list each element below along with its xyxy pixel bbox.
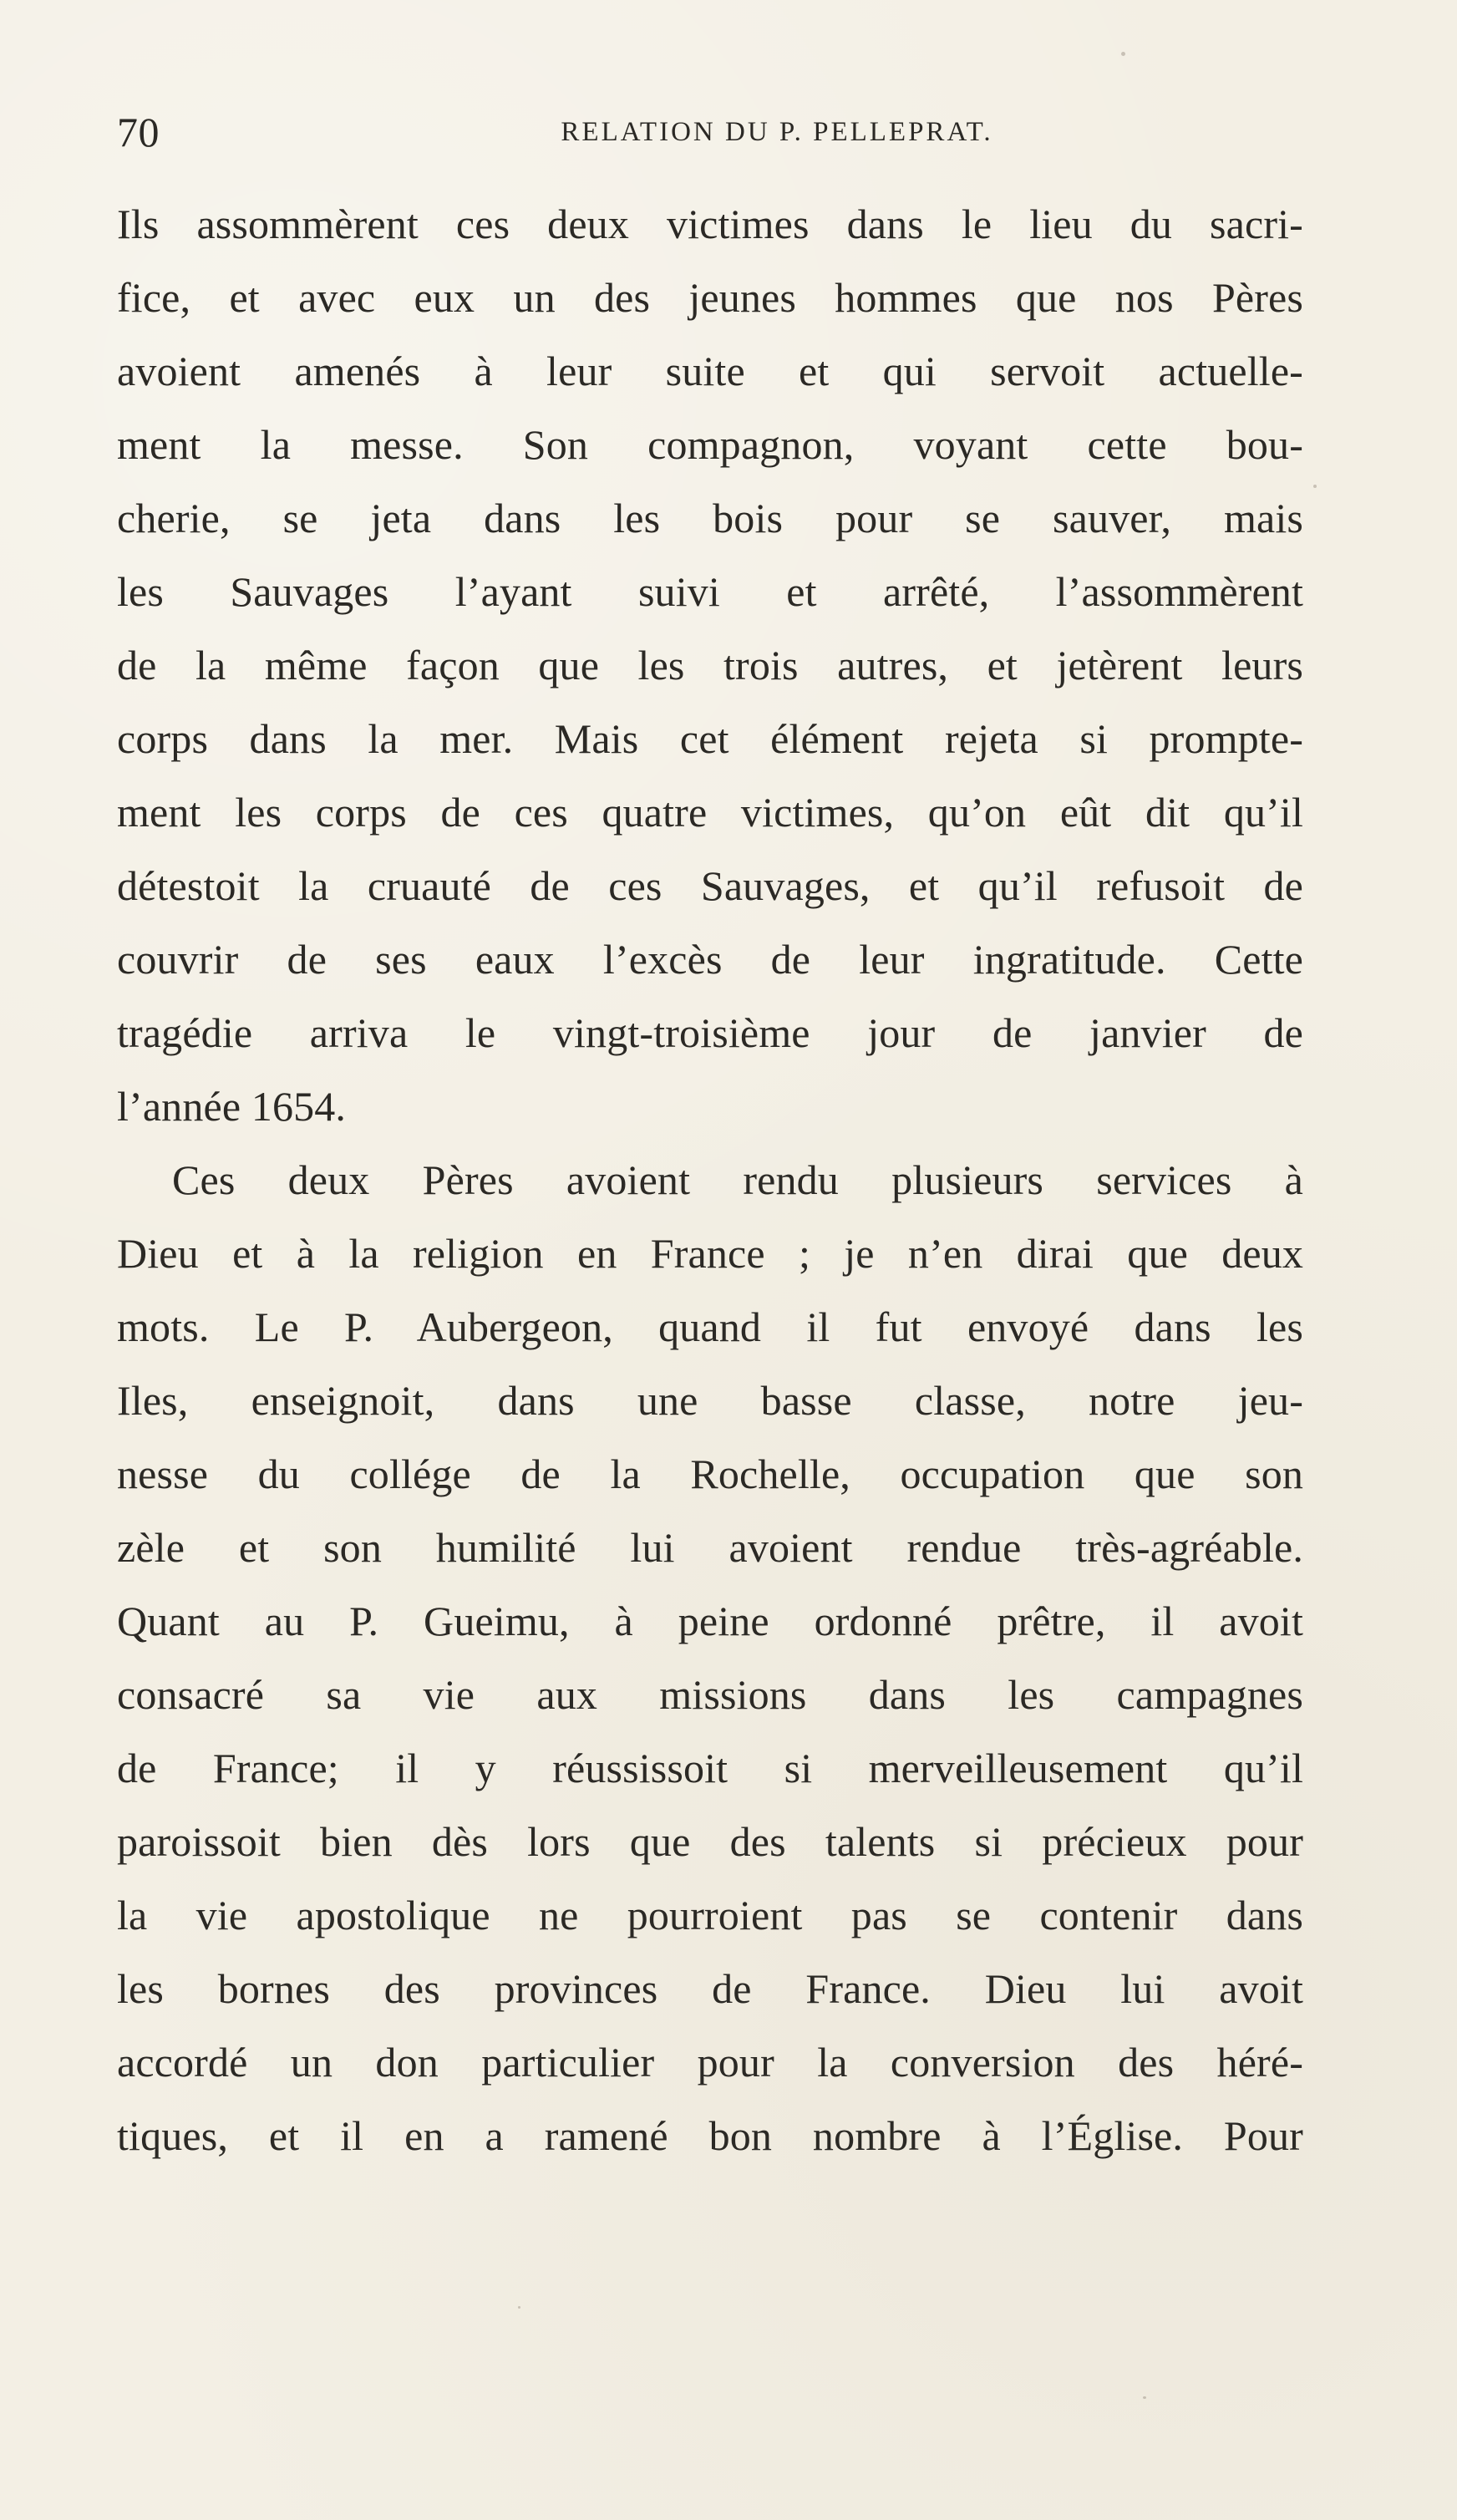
text-line: tragédie arriva le vingt-troisième jour de janvier de	[117, 1009, 1303, 1056]
text-line: consacré sa vie aux missions dans les campagnes	[117, 1671, 1303, 1718]
text-line: paroissoit bien dès lors que des talents si précieux pour	[117, 1818, 1303, 1865]
text-line: fice, et avec eux un des jeunes hommes que nos Pères	[117, 274, 1303, 321]
text-line: les Sauvages l’ayant suivi et arrêté, l’assommèrent	[117, 568, 1303, 615]
paper-speck	[1121, 52, 1125, 56]
page-header	[117, 109, 1303, 155]
text-line: l’année 1654.	[117, 1083, 347, 1130]
paper-speck	[518, 2306, 520, 2309]
text-line: cherie, se jeta dans les bois pour se sauver, mais	[117, 495, 1303, 541]
text-line: corps dans la mer. Mais cet élément rejeta si prompte-	[117, 715, 1303, 762]
text-line: zèle et son humilité lui avoient rendue très-agréable.	[117, 1524, 1303, 1571]
paragraph	[117, 1143, 1303, 2172]
text-line: mots. Le P. Aubergeon, quand il fut envoyé dans les	[117, 1303, 1303, 1350]
text-line: Ces deux Pères avoient rendu plusieurs services à	[172, 1156, 1303, 1203]
paragraph	[117, 187, 1303, 1143]
text-line: avoient amenés à leur suite et qui servoit actuelle-	[117, 348, 1303, 394]
text-line: Dieu et à la religion en France ; je n’en dirai que deux	[117, 1230, 1303, 1277]
text-line: Quant au P. Gueimu, à peine ordonné prêtre, il avoit	[117, 1598, 1303, 1644]
text-line: ment les corps de ces quatre victimes, qu’on eût dit qu’il	[117, 789, 1303, 836]
text-line: nesse du collége de la Rochelle, occupation que son	[117, 1451, 1303, 1497]
text-line: accordé un don particulier pour la conversion des héré-	[117, 2039, 1303, 2086]
text-line: les bornes des provinces de France. Dieu lui avoit	[117, 1965, 1303, 2012]
text-line: tiques, et il en a ramené bon nombre à l’Église. Pour	[117, 2112, 1303, 2159]
running-head: RELATION DU P. PELLEPRAT.	[561, 117, 993, 147]
text-line: Ils assommèrent ces deux victimes dans le lieu du sacri-	[117, 201, 1303, 247]
text-line: Iles, enseignoit, dans une basse classe, notre jeu-	[117, 1377, 1303, 1424]
paper-speck	[1143, 2396, 1146, 2399]
text-line: détestoit la cruauté de ces Sauvages, et qu’il refusoit de	[117, 862, 1303, 909]
text-line: couvrir de ses eaux l’excès de leur ingratitude. Cette	[117, 936, 1303, 983]
text-line: la vie apostolique ne pourroient pas se contenir dans	[117, 1892, 1303, 1938]
body-text	[117, 187, 1303, 2172]
page-number: 70	[117, 109, 160, 155]
text-line: de France; il y réussissoit si merveilleusement qu’il	[117, 1745, 1303, 1791]
text-line: de la même façon que les trois autres, et jetèrent leurs	[117, 642, 1303, 688]
text-line: ment la messe. Son compagnon, voyant cette bou-	[117, 421, 1303, 468]
paper-speck	[1313, 485, 1317, 488]
